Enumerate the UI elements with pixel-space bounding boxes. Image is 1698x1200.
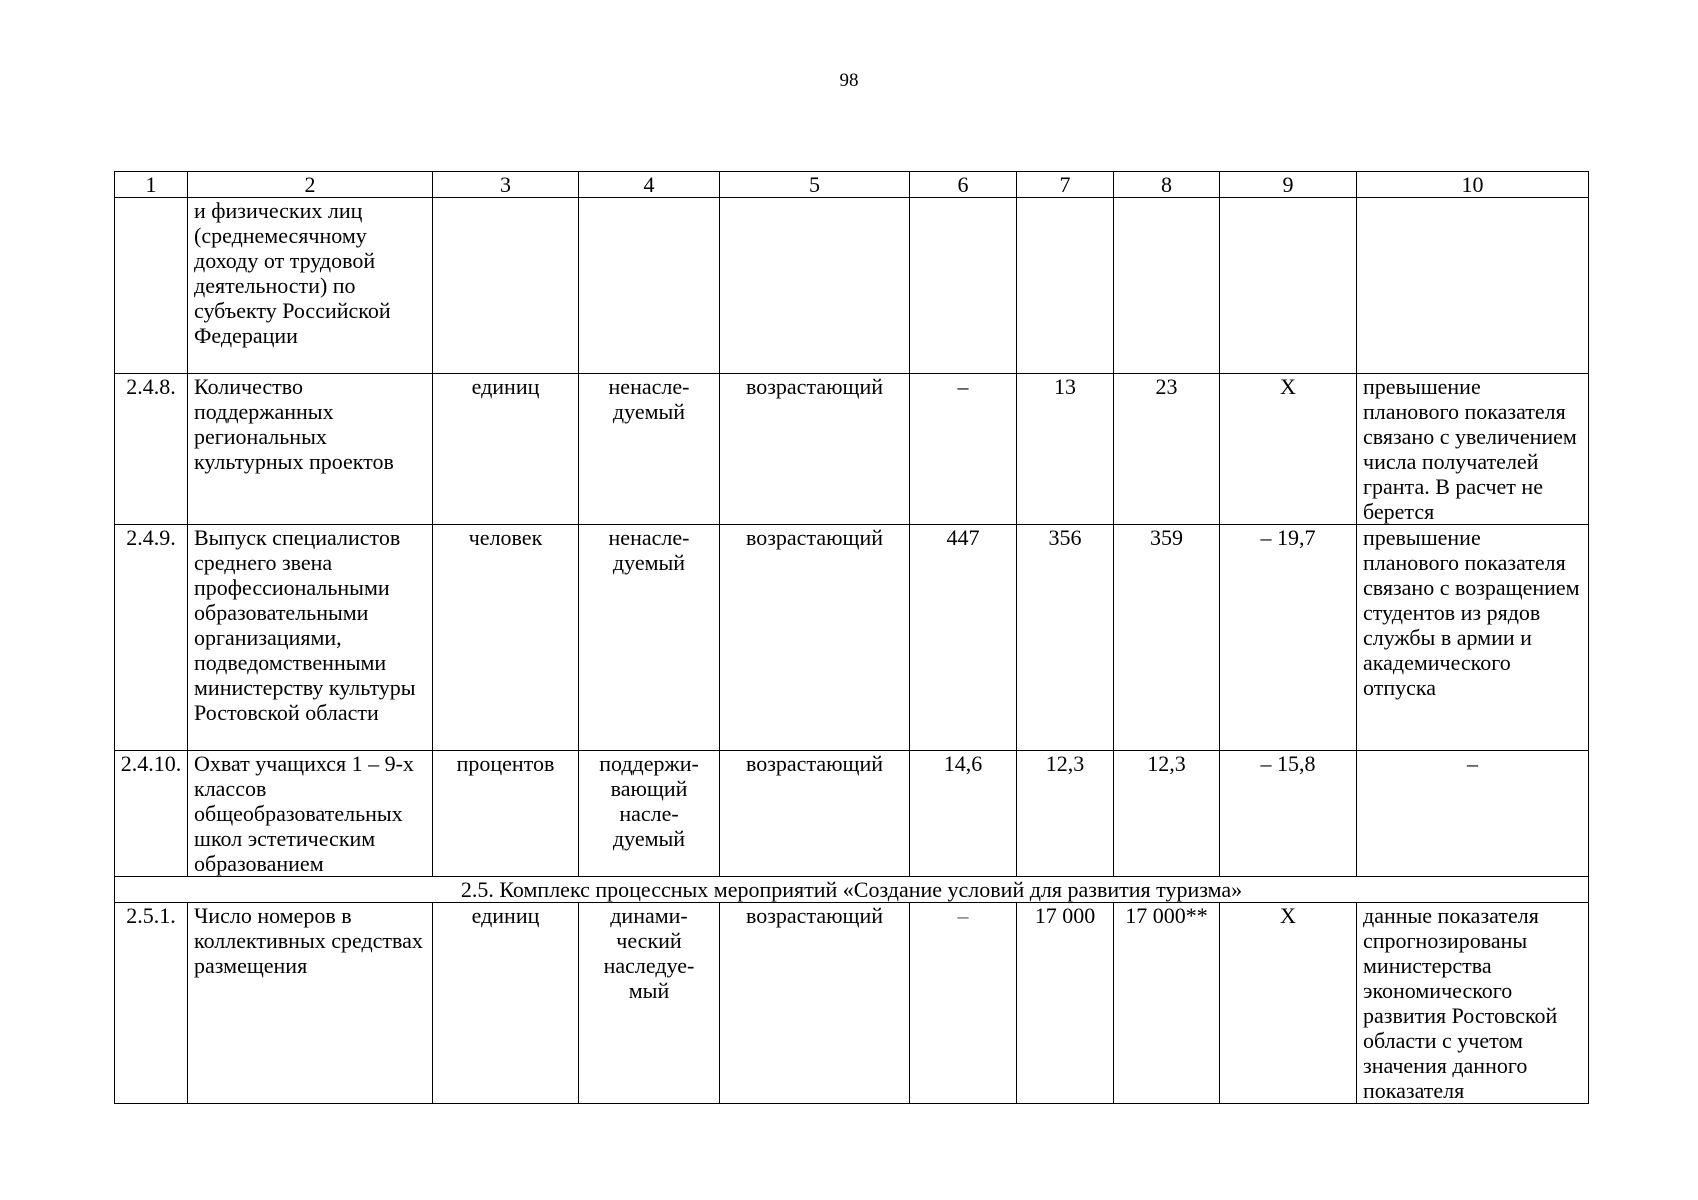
- header-cell: 7: [1017, 172, 1114, 198]
- indicator-name: Охват учащихся 1 – 9-х классов общеобразовательных школ эстетическим образованием: [188, 751, 433, 877]
- value-cell: – 15,8: [1220, 751, 1357, 877]
- note-cell: превышение планового показателя связано с увеличением числа получателей гранта. В расчет не берется: [1357, 374, 1589, 525]
- row-number: 2.4.9.: [115, 525, 188, 751]
- header-cell: 3: [433, 172, 579, 198]
- value-cell: –: [910, 903, 1017, 1104]
- table-row: [115, 751, 1589, 877]
- indicator-name: Число номеров в коллективных средствах размещения: [188, 903, 433, 1104]
- header-cell: 8: [1114, 172, 1220, 198]
- header-cell: 1: [115, 172, 188, 198]
- value-cell: 17 000**: [1114, 903, 1220, 1104]
- value-cell: 17 000: [1017, 903, 1114, 1104]
- unit-cell: [433, 198, 579, 374]
- unit-cell: человек: [433, 525, 579, 751]
- value-cell: Х: [1220, 903, 1357, 1104]
- type-cell: поддержи-вающий насле-дуемый: [579, 751, 720, 877]
- direction-cell: возрастающий: [720, 525, 910, 751]
- value-cell: [1220, 198, 1357, 374]
- value-cell: 23: [1114, 374, 1220, 525]
- header-cell: 5: [720, 172, 910, 198]
- page-number: 98: [839, 70, 859, 91]
- type-cell: ненасле-дуемый: [579, 374, 720, 525]
- section-row: [115, 877, 1589, 903]
- row-number: 2.5.1.: [115, 903, 188, 1104]
- direction-cell: возрастающий: [720, 903, 910, 1104]
- type-cell: [579, 198, 720, 374]
- section-title: 2.5. Комплекс процессных мероприятий «Создание условий для развития туризма»: [115, 877, 1589, 903]
- unit-cell: единиц: [433, 374, 579, 525]
- indicator-name: Выпуск специалистов среднего звена профессиональными образовательными организациями, подведомственными министерству культуры Ростовской области: [188, 525, 433, 751]
- unit-cell: процентов: [433, 751, 579, 877]
- value-cell: 447: [910, 525, 1017, 751]
- indicators-table: [114, 171, 1589, 1104]
- table-row: [115, 374, 1589, 525]
- direction-cell: возрастающий: [720, 751, 910, 877]
- note-cell: –: [1357, 751, 1589, 877]
- value-cell: [1114, 198, 1220, 374]
- value-cell: 12,3: [1114, 751, 1220, 877]
- type-cell: динами-ческий наследуе-мый: [579, 903, 720, 1104]
- value-cell: [1017, 198, 1114, 374]
- value-cell: 359: [1114, 525, 1220, 751]
- header-cell: 10: [1357, 172, 1589, 198]
- unit-cell: единиц: [433, 903, 579, 1104]
- value-cell: Х: [1220, 374, 1357, 525]
- note-cell: превышение планового показателя связано с возращением студентов из рядов службы в армии и академического отпуска: [1357, 525, 1589, 751]
- direction-cell: [720, 198, 910, 374]
- table-header-row: [115, 172, 1589, 198]
- value-cell: – 19,7: [1220, 525, 1357, 751]
- value-cell: –: [910, 374, 1017, 525]
- table-row: [115, 525, 1589, 751]
- indicator-name: и физических лиц (среднемесячному доходу от трудовой деятельности) по субъекту Российской Федерации: [188, 198, 433, 374]
- row-number: 2.4.8.: [115, 374, 188, 525]
- row-number: 2.4.10.: [115, 751, 188, 877]
- table-row: [115, 198, 1589, 374]
- value-cell: 356: [1017, 525, 1114, 751]
- header-cell: 6: [910, 172, 1017, 198]
- header-cell: 4: [579, 172, 720, 198]
- value-cell: 12,3: [1017, 751, 1114, 877]
- note-cell: [1357, 198, 1589, 374]
- row-number: [115, 198, 188, 374]
- value-cell: [910, 198, 1017, 374]
- value-cell: 14,6: [910, 751, 1017, 877]
- type-cell: ненасле-дуемый: [579, 525, 720, 751]
- note-cell: данные показателя спрогнозированы министерства экономического развития Ростовской области с учетом значения данного показателя: [1357, 903, 1589, 1104]
- header-cell: 2: [188, 172, 433, 198]
- value-cell: 13: [1017, 374, 1114, 525]
- table-row: [115, 903, 1589, 1104]
- direction-cell: возрастающий: [720, 374, 910, 525]
- indicator-name: Количество поддержанных региональных культурных проектов: [188, 374, 433, 525]
- header-cell: 9: [1220, 172, 1357, 198]
